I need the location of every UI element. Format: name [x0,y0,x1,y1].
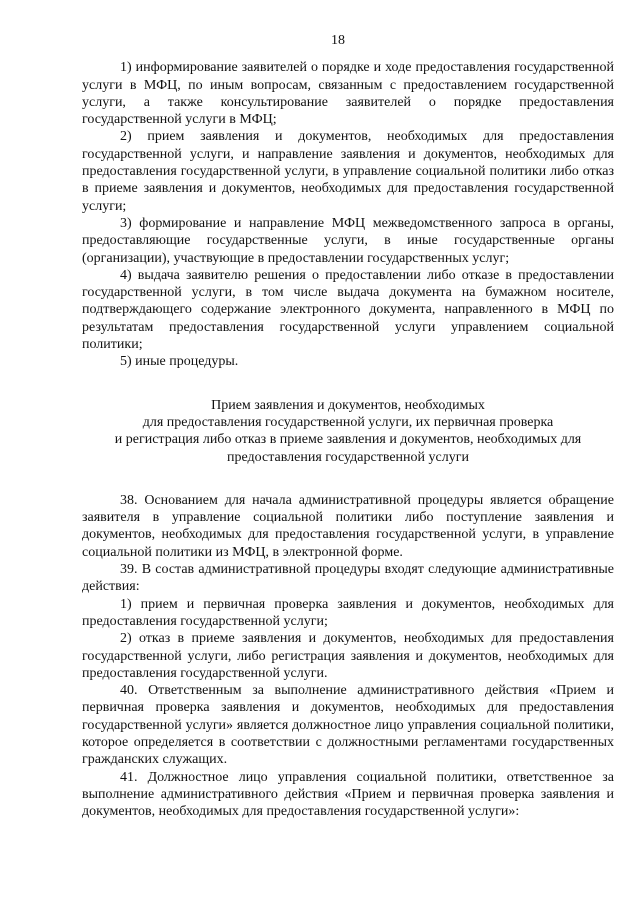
procedure-list [82,59,614,370]
list-item-3: 3) формирование и направление МФЦ межведомственного запроса в органы, предоставляющие государственные услуги, в иные государственные органы (организации), участвующие в предоставлении государственных услуг; [82,215,614,266]
list-item-4: 4) выдача заявителю решения о предоставлении либо отказе в предоставлении государственной услуги, в том числе выдача документа на бумажном носителе, подтверждающего содержание электронного документа, направленного в МФЦ по результатам предоставления государственной услуги управлением социальной политики; [82,267,614,353]
section-heading [82,397,614,466]
paragraph-38: 38. Основанием для начала административной процедуры является обращение заявителя в управление социальной политики либо поступление заявления и документов, необходимых для предоставления государственной услуги, в управление социальной политики из МФЦ, в электронной форме. [82,492,614,560]
list-item-5: 5) иные процедуры. [120,354,239,370]
heading-line: для предоставления государственной услуги, их первичная проверка [142,414,554,430]
paragraph-39-item-1: 1) прием и первичная проверка заявления и документов, необходимых для предоставления государственной услуги; [82,596,614,629]
heading-line: предоставления государственной услуги [227,449,469,465]
paragraph-39: 39. В состав административной процедуры входят следующие административные действия: [82,562,614,595]
paragraph-40: 40. Ответственным за выполнение административного действия «Прием и первичная проверка заявления и документов, необходимых для предоставления государственной услуги» является должностное лицо управления социальной политики, которое определяется в соответствии с должностными регламентами государственных гражданских служащих. [82,683,614,768]
page-number: 18 [331,33,345,48]
list-item-1: 1) информирование заявителей о порядке и ходе предоставления государственной услуги в МФЦ, по иным вопросам, связанным с предоставлением государственной услуги, а также консультирование заявителей о порядке предоставления государственной услуги в МФЦ; [82,60,614,128]
section-body [82,492,614,821]
list-item-2: 2) прием заявления и документов, необходимых для предоставления государственной услуги, и направление заявления и документов, необходимых для предоставления государственной услуги, в управление социальной политики либо отказ в приеме заявления и документов, необходимых для предоставления государственной услуги; [82,129,614,214]
heading-line: и регистрация либо отказ в приеме заявления и документов, необходимых для [114,432,582,448]
paragraph-41: 41. Должностное лицо управления социальной политики, ответственное за выполнение административного действия «Прием и первичная проверка заявления и документов, необходимых для предоставления государственной услуги»: [82,769,614,820]
heading-line: Прием заявления и документов, необходимых [211,397,485,413]
paragraph-39-item-2: 2) отказ в приеме заявления и документов, необходимых для предоставления государственной услуги, либо регистрация заявления и документов, необходимых для предоставления государственной услуги. [82,631,614,681]
